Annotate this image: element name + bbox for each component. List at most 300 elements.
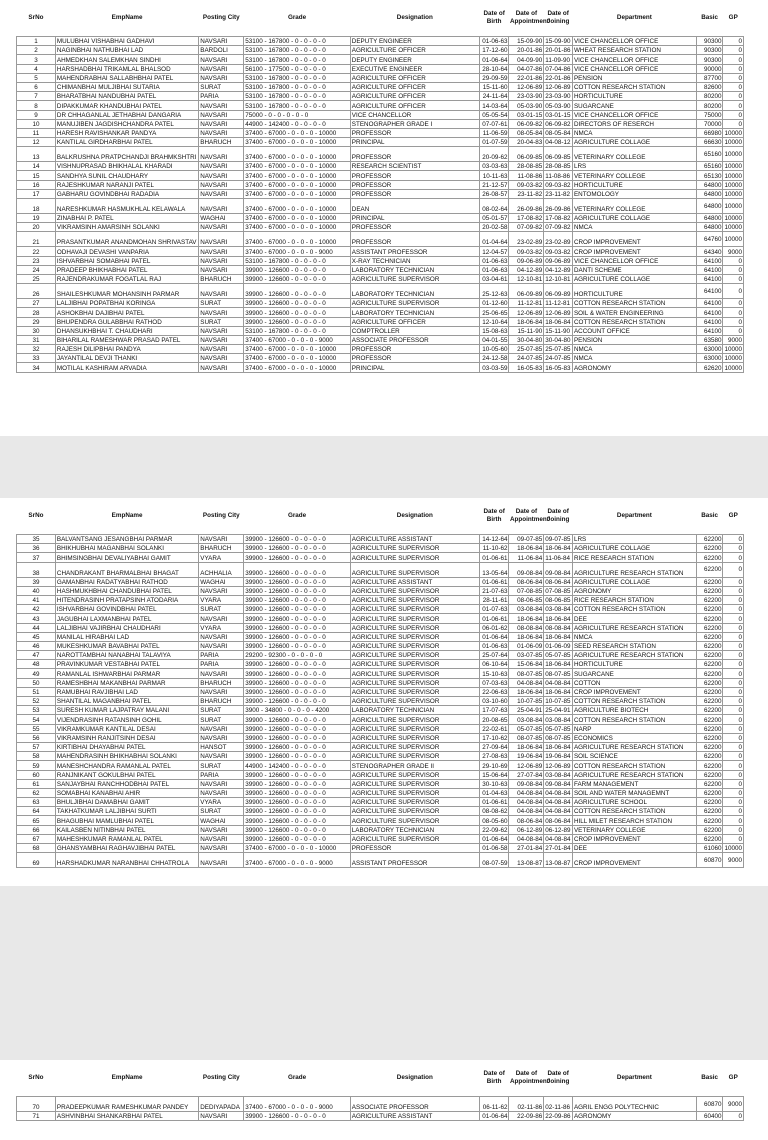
table-row xyxy=(17,595,744,604)
cell-srno: 53 xyxy=(17,706,56,715)
cell-empname: VISHNUPRASAD BHIKHALAL KHARADI xyxy=(55,162,198,171)
cell-empname: MAHENDRABHAI SALLABHBHAI PATEL xyxy=(55,73,198,82)
cell-date-of-appointment: 18-06-84 xyxy=(509,544,544,553)
cell-empname: ODHAVAJI DEVASHI VANPARIA xyxy=(55,247,198,256)
cell-basic: 62200 xyxy=(696,724,723,733)
cell-gp: 0 xyxy=(723,678,744,687)
cell-department: RICE RESEARCH STATION xyxy=(572,595,696,604)
cell-gp: 0 xyxy=(723,752,744,761)
table-row xyxy=(17,660,744,669)
cell-basic: 64340 xyxy=(696,247,723,256)
cell-date-of-appointment: 30-04-80 xyxy=(509,335,544,344)
cell-grade: 39900 - 126600 - 0 - 0 - 0 - 0 xyxy=(244,605,350,614)
cell-empname: VIKRAMSINH RANJITSINH DESAI xyxy=(55,733,198,742)
table-row xyxy=(17,171,744,180)
cell-srno: 65 xyxy=(17,816,56,825)
cell-srno: 32 xyxy=(17,345,56,354)
cell-designation: ASSISTANT PROFESSOR xyxy=(350,247,479,256)
cell-date-of-joining: 09-03-82 xyxy=(545,248,571,256)
cell-posting-city: VYARA xyxy=(199,623,244,632)
cell-srno: 71 xyxy=(17,1112,56,1121)
cell-date-of-birth: 01-07-59 xyxy=(479,138,509,147)
cell-designation: AGRICULTURE SUPERVISOR xyxy=(350,807,479,816)
header-label: Date of xyxy=(547,9,569,17)
table-row xyxy=(17,623,744,632)
cell-date-of-appointment: 08-07-85 xyxy=(509,733,544,742)
cell-department: AGRONOMY xyxy=(572,586,696,595)
cell-designation: AGRICULTURE OFFICER xyxy=(350,46,479,55)
cell-designation: ASSOCIATE PROFESSOR xyxy=(350,335,479,344)
cell-date-of-appointment: 23-03-90 xyxy=(509,92,544,101)
cell-posting-city: NAVSARI xyxy=(199,284,244,299)
cell-date-of-birth: 03-04-61 xyxy=(479,274,509,283)
table-row xyxy=(17,807,744,816)
cell-date-of-appointment: 07-09-82 xyxy=(509,223,544,232)
header-posting-city xyxy=(199,498,244,535)
cell-date-of-appointment: 22-01-86 xyxy=(509,73,544,82)
cell-date-of-joining: 19-06-84 xyxy=(545,753,571,761)
cell-basic: 62200 xyxy=(696,798,723,807)
header-label: Basic xyxy=(701,1073,719,1081)
header-basic xyxy=(696,0,723,37)
cell-date-of-joining: 08-05-84 xyxy=(545,130,571,138)
cell-basic: 64100 xyxy=(696,256,723,265)
cell-grade: 37400 - 67000 - 0 - 0 - 0 - 10000 xyxy=(244,171,350,180)
cell-basic: 62200 xyxy=(696,586,723,595)
cell-designation: AGRICULTURE SUPERVISOR xyxy=(350,651,479,660)
cell-date-of-joining: 04-08-84 xyxy=(545,790,571,798)
cell-grade: 53100 - 167800 - 0 - 0 - 0 - 0 xyxy=(244,73,350,82)
cell-date-of-joining: 04-08-12 xyxy=(545,139,571,147)
cell-gp: 10000 xyxy=(724,224,742,232)
table-row xyxy=(17,138,744,147)
cell-department: NARP xyxy=(572,724,696,733)
cell-posting-city: NAVSARI xyxy=(199,232,244,247)
cell-srno: 17 xyxy=(17,189,56,198)
cell-grade: 39900 - 126600 - 0 - 0 - 0 - 0 xyxy=(244,770,350,779)
table-row xyxy=(17,82,744,91)
cell-gp: 0 xyxy=(723,544,744,553)
cell-gp: 9000 xyxy=(723,335,744,344)
cell-posting-city: SURAT xyxy=(199,82,244,91)
cell-gp: 0 xyxy=(723,770,744,779)
cell-empname: SANDHYA SUNIL CHAUDHARY xyxy=(55,171,198,180)
cell-empname: SOMABHAI KANABHAI AHIR xyxy=(55,788,198,797)
cell-gp: 10000 xyxy=(724,172,742,180)
cell-empname: VIKRAMKUMAR KANTILAL DESAI xyxy=(55,724,198,733)
cell-date-of-birth: 01-04-64 xyxy=(479,232,509,247)
cell-grade: 39900 - 126600 - 0 - 0 - 0 - 0 xyxy=(244,834,350,843)
cell-date-of-appointment: 05-03-90 xyxy=(509,101,544,110)
cell-empname: BIHARILAL RAMESHWAR PRASAD PATEL xyxy=(55,335,198,344)
cell-grade: 37400 - 67000 - 0 - 0 - 0 - 9000 xyxy=(244,335,350,344)
table-row xyxy=(17,223,744,232)
cell-designation: AGRICULTURE SUPERVISOR xyxy=(350,834,479,843)
cell-date-of-joining: 08-07-85 xyxy=(545,734,571,742)
cell-srno: 68 xyxy=(17,844,56,853)
cell-department: SOIL AND WATER MANAGEMNT xyxy=(572,788,696,797)
cell-gp: 10000 xyxy=(723,199,744,214)
cell-date-of-birth: 12-04-57 xyxy=(479,247,509,256)
table-row xyxy=(17,232,744,247)
cell-grade: 39900 - 126600 - 0 - 0 - 0 - 0 xyxy=(244,724,350,733)
header-label: Date of xyxy=(515,1069,538,1077)
cell-date-of-birth: 28-11-61 xyxy=(479,595,509,604)
cell-posting-city: NAVSARI xyxy=(199,586,244,595)
cell-department: PENSION xyxy=(572,335,696,344)
cell-srno: 51 xyxy=(17,687,56,696)
cell-posting-city: NAVSARI xyxy=(199,752,244,761)
cell-empname: BHUPENDRA GULABBHAI RATHOD xyxy=(55,317,198,326)
cell-date-of-joining: 11-08-86 xyxy=(544,171,573,180)
cell-date-of-joining: 06-12-89 xyxy=(545,826,571,834)
header-label: GP xyxy=(728,511,738,519)
cell-srno: 31 xyxy=(17,335,56,344)
employee-table-page-1 xyxy=(16,0,744,373)
cell-basic: 60400 xyxy=(696,1112,723,1121)
cell-date-of-joining: 11-06-84 xyxy=(544,553,573,562)
table-row xyxy=(17,64,744,73)
cell-srno: 2 xyxy=(17,46,56,55)
cell-gp: 10000 xyxy=(724,139,742,147)
cell-empname: BALKRUSHNA PRATPCHANDJI BRAHMKSHTRI xyxy=(55,147,198,162)
cell-grade: 37400 - 67000 - 0 - 0 - 0 - 10000 xyxy=(244,162,350,171)
cell-grade: 39900 - 126600 - 0 - 0 - 0 - 0 xyxy=(244,742,350,751)
cell-posting-city: NAVSARI xyxy=(199,1112,244,1121)
cell-posting-city: NAVSARI xyxy=(199,64,244,73)
cell-date-of-appointment: 18-06-84 xyxy=(509,687,544,696)
cell-grade: 37400 - 67000 - 0 - 0 - 0 - 10000 xyxy=(244,844,350,853)
cell-grade: 39900 - 126600 - 0 - 0 - 0 - 0 xyxy=(244,798,350,807)
cell-date-of-appointment: 11-12-81 xyxy=(509,299,544,308)
cell-posting-city: NAVSARI xyxy=(199,779,244,788)
table-row xyxy=(17,678,744,687)
cell-empname: DR CHHAGANLAL JETHABHAI DANGARIA xyxy=(55,110,198,119)
cell-empname: JAGUBHAI LAXMANBHAI PATEL xyxy=(55,614,198,623)
cell-basic: 66630 xyxy=(696,138,723,147)
cell-basic: 62200 xyxy=(696,834,723,843)
cell-date-of-appointment: 27-07-84 xyxy=(509,770,544,779)
cell-srno: 61 xyxy=(17,779,56,788)
cell-date-of-appointment: 25-04-91 xyxy=(509,706,544,715)
cell-date-of-birth: 11-10-62 xyxy=(479,544,509,553)
cell-department: PENSION xyxy=(572,73,696,82)
cell-grade: 37400 - 67000 - 0 - 0 - 0 - 10000 xyxy=(244,354,350,363)
header-department xyxy=(572,0,696,37)
header-designation xyxy=(350,1060,479,1097)
cell-gp: 10000 xyxy=(724,364,742,372)
cell-gp: 0 xyxy=(723,577,744,586)
cell-posting-city: NAVSARI xyxy=(199,733,244,742)
cell-grade: 39900 - 126600 - 0 - 0 - 0 - 0 xyxy=(244,535,350,544)
table-row xyxy=(17,825,744,834)
table-row xyxy=(17,641,744,650)
header-posting-city xyxy=(199,1060,244,1097)
cell-date-of-birth: 01-06-63 xyxy=(479,641,509,650)
cell-date-of-appointment: 04-09-90 xyxy=(509,55,544,64)
cell-empname: SURESH KUMAR LAJPATRAY MALANI xyxy=(55,706,198,715)
header-label: Birth xyxy=(486,18,502,25)
cell-date-of-birth: 01-06-61 xyxy=(479,798,509,807)
cell-date-of-joining: 18-06-84 xyxy=(545,615,571,623)
header-label: Posting City xyxy=(202,1073,240,1081)
cell-gp: 10000 xyxy=(723,147,744,162)
cell-date-of-joining: 18-06-84 xyxy=(545,545,571,553)
cell-basic: 62200 xyxy=(696,623,723,632)
cell-department: VETERINARY COLLEGE xyxy=(572,171,696,180)
cell-designation: AGRICULTURE OFFICER xyxy=(350,82,479,91)
cell-department: HORTICULTURE xyxy=(572,284,696,299)
cell-empname: SANJAYBHAI RANCHHODBHAI PATEL xyxy=(55,779,198,788)
cell-designation: AGRICULTURE OFFICER xyxy=(350,73,479,82)
cell-basic: 64100 xyxy=(696,274,723,283)
table-row xyxy=(17,326,744,335)
cell-srno: 41 xyxy=(17,595,56,604)
table-header-row xyxy=(17,498,744,535)
cell-department: COTTON RESEARCH STATION xyxy=(572,605,696,614)
cell-date-of-joining: 04-08-84 xyxy=(545,799,571,807)
header-label: Designation xyxy=(396,13,433,21)
cell-designation: AGRICULTURE SUPERVISOR xyxy=(350,274,479,283)
cell-srno: 19 xyxy=(17,214,56,223)
cell-posting-city: SURAT xyxy=(199,605,244,614)
table-row xyxy=(17,335,744,344)
cell-posting-city: SURAT xyxy=(199,706,244,715)
cell-gp: 0 xyxy=(723,317,744,326)
table-row xyxy=(17,816,744,825)
cell-srno: 27 xyxy=(17,299,56,308)
cell-posting-city: NAVSARI xyxy=(199,223,244,232)
document-page-2 xyxy=(0,498,768,886)
cell-gp: 0 xyxy=(723,687,744,696)
cell-srno: 1 xyxy=(17,37,56,46)
cell-grade: 53100 - 167800 - 0 - 0 - 0 - 0 xyxy=(244,37,350,46)
cell-posting-city: NAVSARI xyxy=(199,363,244,372)
cell-grade: 53100 - 167800 - 0 - 0 - 0 - 0 xyxy=(244,55,350,64)
table-row xyxy=(17,761,744,770)
cell-department: AGRICULTURE RESEARCH STATION xyxy=(572,562,696,577)
cell-designation: AGRICULTURE ASSISTANT xyxy=(350,577,479,586)
cell-empname: BHAGUBHAI MAMLUBHAI PATEL xyxy=(55,816,198,825)
cell-gp: 0 xyxy=(723,73,744,82)
cell-department: COTTON RESEARCH STATION xyxy=(572,317,696,326)
cell-srno: 70 xyxy=(17,1097,56,1112)
cell-designation: PROFESSOR xyxy=(350,171,479,180)
cell-department: NMCA xyxy=(572,128,696,137)
cell-date-of-appointment: 22-09-86 xyxy=(509,1112,544,1121)
cell-date-of-joining: 16-05-83 xyxy=(545,364,571,372)
cell-gp: 0 xyxy=(723,632,744,641)
cell-department: SUGARCANE xyxy=(572,669,696,678)
cell-gp: 0 xyxy=(723,64,744,73)
cell-designation: VICE CHANCELLOR xyxy=(350,110,479,119)
cell-srno: 12 xyxy=(17,138,56,147)
cell-srno: 66 xyxy=(17,825,56,834)
header-label: Birth xyxy=(486,1078,502,1085)
cell-date-of-appointment: 08-06-84 xyxy=(509,816,544,825)
header-date-of-appointment xyxy=(509,498,549,535)
cell-gp: 9000 xyxy=(723,1097,744,1112)
cell-date-of-joining: 22-09-86 xyxy=(545,1113,571,1121)
cell-department: COTTON xyxy=(572,678,696,687)
cell-posting-city: NAVSARI xyxy=(199,55,244,64)
cell-date-of-joining: 28-08-85 xyxy=(545,163,571,171)
cell-srno: 35 xyxy=(17,535,56,544)
cell-grade: 39900 - 126600 - 0 - 0 - 0 - 0 xyxy=(244,641,350,650)
cell-srno: 44 xyxy=(17,623,56,632)
header-label: Appointment xyxy=(509,1078,549,1085)
cell-gp: 0 xyxy=(723,553,744,562)
cell-gp: 10000 xyxy=(724,181,742,189)
cell-designation: AGRICULTURE SUPERVISOR xyxy=(350,660,479,669)
cell-posting-city: NAVSARI xyxy=(199,119,244,128)
cell-date-of-birth: 06-10-64 xyxy=(479,660,509,669)
header-label: Date of xyxy=(515,507,538,515)
cell-grade: 53100 - 167800 - 0 - 0 - 0 - 0 xyxy=(244,46,350,55)
cell-department: COTTON RESEARCH STATION xyxy=(572,715,696,724)
table-row xyxy=(17,562,744,577)
header-label: Designation xyxy=(396,511,433,519)
cell-date-of-birth: 15-11-60 xyxy=(479,82,509,91)
cell-srno: 49 xyxy=(17,669,56,678)
cell-basic: 62200 xyxy=(696,660,723,669)
cell-date-of-birth: 05-01-57 xyxy=(479,214,509,223)
table-row xyxy=(17,180,744,189)
cell-posting-city: NAVSARI xyxy=(199,853,244,868)
header-label: EmpName xyxy=(111,511,143,519)
cell-designation: PROFESSOR xyxy=(350,189,479,198)
cell-date-of-joining: 15-09-90 xyxy=(545,38,571,46)
cell-designation: PRINCIPAL xyxy=(350,363,479,372)
cell-posting-city: NAVSARI xyxy=(199,825,244,834)
cell-posting-city: BARDOLI xyxy=(199,46,244,55)
cell-gp: 0 xyxy=(723,82,744,91)
cell-grade: 39900 - 126600 - 0 - 0 - 0 - 0 xyxy=(244,1112,350,1121)
cell-gp: 0 xyxy=(723,779,744,788)
cell-department: AGRICULTURE BIOTECH xyxy=(572,706,696,715)
cell-srno: 25 xyxy=(17,274,56,283)
cell-srno: 55 xyxy=(17,724,56,733)
cell-empname: MANUJIBEN JAGDISHCHANDRA PATEL xyxy=(55,119,198,128)
header-date-of-birth xyxy=(479,1060,509,1097)
header-srno xyxy=(17,498,56,535)
cell-empname: MANILAL HIRABHAI LAD xyxy=(55,632,198,641)
table-row xyxy=(17,577,744,586)
cell-date-of-joining: 06-09-85 xyxy=(544,147,573,162)
cell-department: AGRIL ENGG POLYTECHNIC xyxy=(572,1097,696,1112)
cell-empname: ASHOKBHAI DAJIBHAI PATEL xyxy=(55,308,198,317)
cell-date-of-appointment: 20-04-83 xyxy=(509,138,544,147)
cell-grade: 39900 - 126600 - 0 - 0 - 0 - 0 xyxy=(244,284,350,299)
cell-gp: 0 xyxy=(723,37,744,46)
header-label: Department xyxy=(616,13,652,21)
cell-date-of-appointment: 08-07-85 xyxy=(509,669,544,678)
cell-posting-city: NAVSARI xyxy=(199,37,244,46)
header-label: Department xyxy=(616,511,652,519)
cell-gp: 0 xyxy=(723,46,744,55)
cell-srno: 45 xyxy=(17,632,56,641)
table-row xyxy=(17,46,744,55)
table-row xyxy=(17,779,744,788)
header-label: Date of xyxy=(547,1069,569,1077)
cell-posting-city: NAVSARI xyxy=(199,354,244,363)
cell-gp: 0 xyxy=(723,807,744,816)
cell-date-of-joining: 12-06-89 xyxy=(545,84,571,92)
cell-date-of-joining: 27-01-84 xyxy=(545,845,571,853)
table-row xyxy=(17,844,744,853)
cell-empname: HITENDRASINH PRATAPSINH ATODARIA xyxy=(55,595,198,604)
cell-empname: BHULJIBHAI DAMABHAI GAMIT xyxy=(55,798,198,807)
cell-department: WHEAT RESEARCH STATION xyxy=(572,46,696,55)
table-row xyxy=(17,299,744,308)
cell-date-of-joining: 12-06-89 xyxy=(545,309,571,317)
cell-designation: RESEARCH SCIENTIST xyxy=(350,162,479,171)
cell-basic: 63000 xyxy=(696,354,723,363)
cell-designation: AGRICULTURE SUPERVISOR xyxy=(350,614,479,623)
cell-date-of-appointment: 08-06-84 xyxy=(509,577,544,586)
cell-basic: 62200 xyxy=(696,742,723,751)
cell-gp: 0 xyxy=(723,119,744,128)
document-page-3 xyxy=(0,1060,768,1140)
cell-date-of-appointment: 12-06-89 xyxy=(509,761,544,770)
cell-designation: AGRICULTURE SUPERVISOR xyxy=(350,779,479,788)
cell-date-of-birth: 01-06-64 xyxy=(479,55,509,64)
cell-date-of-joining: 01-06-09 xyxy=(545,643,571,651)
table-row xyxy=(17,752,744,761)
cell-gp: 0 xyxy=(723,715,744,724)
cell-date-of-birth: 14-03-64 xyxy=(479,101,509,110)
cell-basic: 61060 xyxy=(696,844,723,853)
header-label: EmpName xyxy=(111,1073,143,1081)
cell-empname: ISHVARBHAI SOMABHAI PATEL xyxy=(55,256,198,265)
cell-department: NMCA xyxy=(572,632,696,641)
table-row xyxy=(17,37,744,46)
cell-basic: 64100 xyxy=(696,308,723,317)
cell-srno: 21 xyxy=(17,232,56,247)
cell-department: SUGARCANE xyxy=(572,101,696,110)
cell-posting-city: BHARUCH xyxy=(199,544,244,553)
table-row xyxy=(17,110,744,119)
cell-date-of-birth: 27-08-63 xyxy=(479,752,509,761)
cell-posting-city: BHARUCH xyxy=(199,697,244,706)
cell-date-of-joining: 30-04-80 xyxy=(545,337,571,345)
cell-department: ECONOMICS xyxy=(572,733,696,742)
cell-department: VICE CHANCELLOR OFFICE xyxy=(572,256,696,265)
header-label: Grade xyxy=(287,1073,307,1081)
cell-date-of-birth: 20-08-65 xyxy=(479,715,509,724)
cell-designation: AGRICULTURE SUPERVISOR xyxy=(350,562,479,577)
cell-designation: AGRICULTURE SUPERVISOR xyxy=(350,605,479,614)
cell-gp: 0 xyxy=(723,825,744,834)
cell-basic: 62200 xyxy=(696,706,723,715)
cell-srno: 5 xyxy=(17,73,56,82)
cell-designation: PROFESSOR xyxy=(350,180,479,189)
cell-grade: 39900 - 126600 - 0 - 0 - 0 - 0 xyxy=(244,816,350,825)
cell-department: VETERINARY COLLEGE xyxy=(572,199,696,214)
header-date-of-joining xyxy=(544,0,573,37)
cell-date-of-joining: 05-07-85 xyxy=(545,725,571,733)
cell-empname: NARESHKUMAR HASMUKHLAL KELAWALA xyxy=(55,199,198,214)
cell-empname: RAMUBHAI RAVJIBHAI LAD xyxy=(55,687,198,696)
header-department xyxy=(572,498,696,535)
cell-date-of-appointment: 23-02-89 xyxy=(509,232,544,247)
cell-srno: 54 xyxy=(17,715,56,724)
cell-date-of-birth: 08-02-64 xyxy=(479,199,509,214)
cell-date-of-joining: 03-08-84 xyxy=(545,716,571,724)
cell-posting-city: NAVSARI xyxy=(199,788,244,797)
table-row xyxy=(17,354,744,363)
cell-grade: 39900 - 126600 - 0 - 0 - 0 - 0 xyxy=(244,632,350,641)
